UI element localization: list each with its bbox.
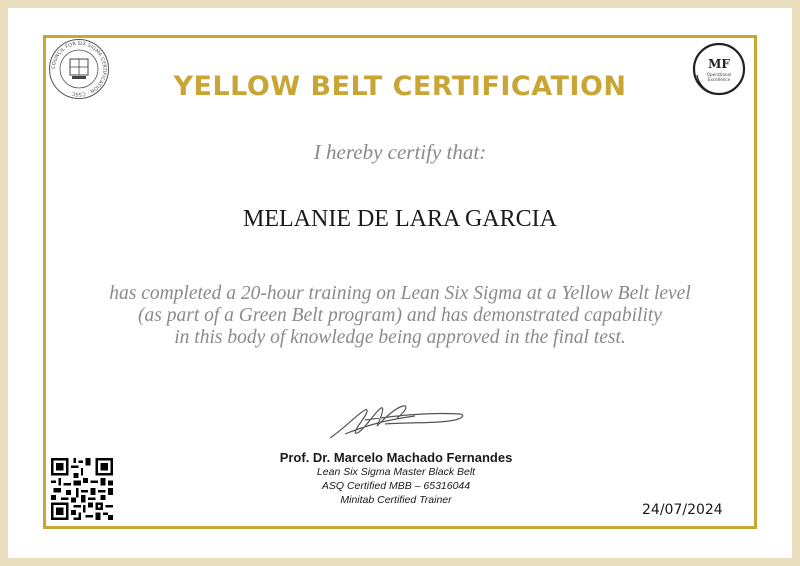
signatory-name: Prof. Dr. Marcelo Machado Fernandes (279, 450, 513, 465)
certify-statement: I hereby certify that: (313, 140, 487, 164)
signatory-title: Lean Six Sigma Master Black Belt (316, 466, 476, 478)
issue-date: 24/07/2024 (642, 502, 723, 518)
certificate-body (60, 283, 740, 349)
qr-code[interactable] (51, 458, 113, 520)
mf-initials: MF (708, 57, 730, 71)
body-line: in this body of knowledge being approved in the final test. (174, 327, 626, 348)
mf-line2: Excellence (707, 77, 731, 82)
body-line: (as part of a Green Belt program) and has demonstrated capability (138, 305, 662, 326)
handwritten-signature (325, 398, 470, 446)
mf-line1: Operational (706, 72, 732, 77)
certificate-title: YELLOW BELT CERTIFICATION (173, 71, 627, 102)
recipient-name: MELANIE DE LARA GARCIA (243, 206, 557, 232)
signatory-title: ASQ Certified MBB – 65316044 (321, 480, 471, 492)
body-line: has completed a 20-hour training on Lean Six Sigma at a Yellow Belt level (109, 283, 691, 304)
seal-ring-text: COUNCIL FOR SIX SIGMA CERTIFICATION · CSSC · (50, 40, 108, 98)
signatory-title: Minitab Certified Trainer (340, 494, 452, 506)
